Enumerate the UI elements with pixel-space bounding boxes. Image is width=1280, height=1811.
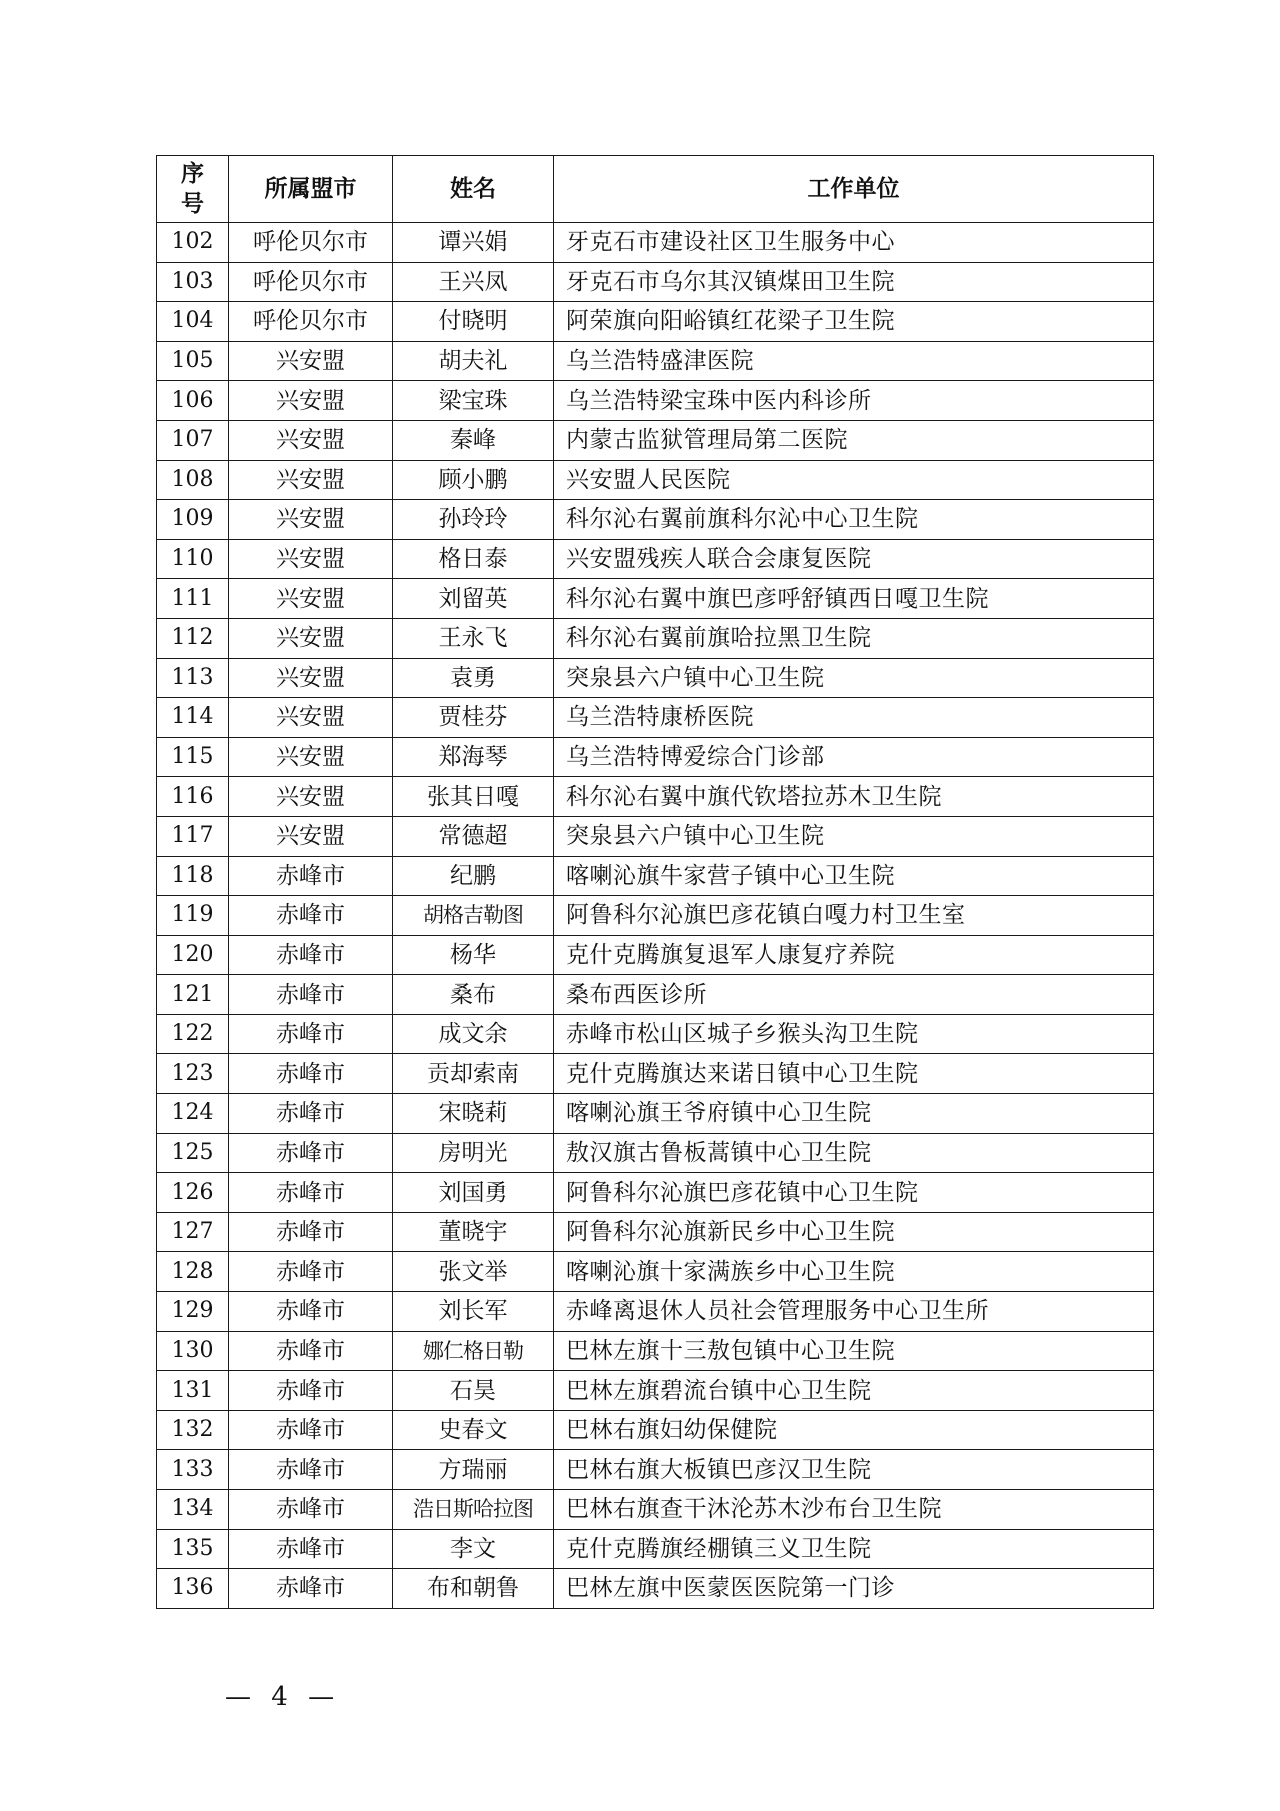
row-unit: 阿鲁科尔沁旗巴彦花镇白嘎力村卫生室 <box>554 896 1154 936</box>
row-name: 张文举 <box>393 1252 554 1292</box>
row-unit: 克什克腾旗达来诺日镇中心卫生院 <box>554 1054 1154 1094</box>
row-seq: 134 <box>157 1490 229 1530</box>
row-seq: 115 <box>157 737 229 777</box>
row-unit: 巴林左旗十三敖包镇中心卫生院 <box>554 1331 1154 1371</box>
row-name: 董晓宇 <box>393 1212 554 1252</box>
row-league: 赤峰市 <box>229 1569 393 1609</box>
table-row <box>157 1054 1154 1094</box>
table-row <box>157 856 1154 896</box>
row-seq: 105 <box>157 341 229 381</box>
row-unit: 巴林左旗碧流台镇中心卫生院 <box>554 1371 1154 1411</box>
row-unit: 巴林左旗中医蒙医医院第一门诊 <box>554 1569 1154 1609</box>
row-unit: 克什克腾旗经棚镇三义卫生院 <box>554 1529 1154 1569</box>
table-row <box>157 618 1154 658</box>
row-name: 布和朝鲁 <box>393 1569 554 1609</box>
row-league: 兴安盟 <box>229 500 393 540</box>
row-unit: 兴安盟残疾人联合会康复医院 <box>554 539 1154 579</box>
row-name: 梁宝珠 <box>393 381 554 421</box>
row-seq: 111 <box>157 579 229 619</box>
row-league: 赤峰市 <box>229 1331 393 1371</box>
row-name: 杨华 <box>393 935 554 975</box>
table-row <box>157 658 1154 698</box>
row-name: 纪鹏 <box>393 856 554 896</box>
row-seq: 123 <box>157 1054 229 1094</box>
row-seq: 125 <box>157 1133 229 1173</box>
table-row <box>157 1292 1154 1332</box>
row-seq: 102 <box>157 223 229 263</box>
table-row <box>157 579 1154 619</box>
row-league: 呼伦贝尔市 <box>229 262 393 302</box>
row-seq: 110 <box>157 539 229 579</box>
row-name: 王兴凤 <box>393 262 554 302</box>
table-row <box>157 1529 1154 1569</box>
row-unit: 兴安盟人民医院 <box>554 460 1154 500</box>
row-name: 常德超 <box>393 816 554 856</box>
row-seq: 132 <box>157 1410 229 1450</box>
row-name: 胡夫礼 <box>393 341 554 381</box>
row-seq: 103 <box>157 262 229 302</box>
table-row <box>157 341 1154 381</box>
row-league: 兴安盟 <box>229 777 393 817</box>
row-league: 赤峰市 <box>229 1529 393 1569</box>
row-name: 方瑞丽 <box>393 1450 554 1490</box>
row-league: 兴安盟 <box>229 460 393 500</box>
row-seq: 114 <box>157 698 229 738</box>
row-name: 格日泰 <box>393 539 554 579</box>
row-name: 胡格吉勒图 <box>393 896 554 936</box>
row-league: 赤峰市 <box>229 1133 393 1173</box>
table-row <box>157 1450 1154 1490</box>
row-league: 赤峰市 <box>229 1252 393 1292</box>
row-unit: 乌兰浩特盛津医院 <box>554 341 1154 381</box>
row-league: 兴安盟 <box>229 698 393 738</box>
row-unit: 巴林右旗妇幼保健院 <box>554 1410 1154 1450</box>
table-row <box>157 1371 1154 1411</box>
row-seq: 122 <box>157 1014 229 1054</box>
row-unit: 赤峰离退休人员社会管理服务中心卫生所 <box>554 1292 1154 1332</box>
row-league: 赤峰市 <box>229 896 393 936</box>
table-row <box>157 777 1154 817</box>
row-seq: 113 <box>157 658 229 698</box>
header-name: 姓名 <box>393 156 554 223</box>
row-seq: 135 <box>157 1529 229 1569</box>
row-name: 谭兴娟 <box>393 223 554 263</box>
row-unit: 敖汉旗古鲁板蒿镇中心卫生院 <box>554 1133 1154 1173</box>
row-name: 刘国勇 <box>393 1173 554 1213</box>
table-row <box>157 1173 1154 1213</box>
row-name: 张其日嘎 <box>393 777 554 817</box>
row-unit: 喀喇沁旗牛家营子镇中心卫生院 <box>554 856 1154 896</box>
table-row <box>157 935 1154 975</box>
page-number: — 4 — <box>225 1682 341 1712</box>
row-name: 成文余 <box>393 1014 554 1054</box>
row-name: 付晓明 <box>393 302 554 342</box>
row-unit: 牙克石市建设社区卫生服务中心 <box>554 223 1154 263</box>
table-row <box>157 500 1154 540</box>
row-league: 赤峰市 <box>229 1173 393 1213</box>
row-unit: 巴林右旗大板镇巴彦汉卫生院 <box>554 1450 1154 1490</box>
row-name: 顾小鹏 <box>393 460 554 500</box>
table-row <box>157 1490 1154 1530</box>
table-row <box>157 1133 1154 1173</box>
row-unit: 科尔沁右翼中旗巴彦呼舒镇西日嘎卫生院 <box>554 579 1154 619</box>
row-unit: 阿鲁科尔沁旗新民乡中心卫生院 <box>554 1212 1154 1252</box>
row-unit: 阿鲁科尔沁旗巴彦花镇中心卫生院 <box>554 1173 1154 1213</box>
row-name: 石昊 <box>393 1371 554 1411</box>
row-league: 赤峰市 <box>229 1014 393 1054</box>
row-name: 贡却索南 <box>393 1054 554 1094</box>
row-league: 呼伦贝尔市 <box>229 223 393 263</box>
row-league: 赤峰市 <box>229 1094 393 1134</box>
row-unit: 突泉县六户镇中心卫生院 <box>554 816 1154 856</box>
row-unit: 喀喇沁旗十家满族乡中心卫生院 <box>554 1252 1154 1292</box>
roster-table <box>156 155 1154 1609</box>
row-seq: 106 <box>157 381 229 421</box>
table-body <box>157 223 1154 1609</box>
row-league: 赤峰市 <box>229 1054 393 1094</box>
row-unit: 科尔沁右翼前旗哈拉黑卫生院 <box>554 618 1154 658</box>
row-seq: 120 <box>157 935 229 975</box>
row-seq: 117 <box>157 816 229 856</box>
row-name: 孙玲玲 <box>393 500 554 540</box>
table-row <box>157 1212 1154 1252</box>
row-seq: 116 <box>157 777 229 817</box>
table-row <box>157 420 1154 460</box>
row-seq: 112 <box>157 618 229 658</box>
row-name: 娜仁格日勒 <box>393 1331 554 1371</box>
table-row <box>157 1569 1154 1609</box>
row-league: 兴安盟 <box>229 381 393 421</box>
table-row <box>157 262 1154 302</box>
row-seq: 128 <box>157 1252 229 1292</box>
row-unit: 巴林右旗查干沐沦苏木沙布台卫生院 <box>554 1490 1154 1530</box>
row-league: 兴安盟 <box>229 579 393 619</box>
table-row <box>157 539 1154 579</box>
row-league: 赤峰市 <box>229 1292 393 1332</box>
row-name: 王永飞 <box>393 618 554 658</box>
row-seq: 119 <box>157 896 229 936</box>
row-unit: 克什克腾旗复退军人康复疗养院 <box>554 935 1154 975</box>
row-league: 赤峰市 <box>229 856 393 896</box>
row-name: 刘留英 <box>393 579 554 619</box>
row-name: 史春文 <box>393 1410 554 1450</box>
table-row <box>157 1410 1154 1450</box>
row-unit: 乌兰浩特康桥医院 <box>554 698 1154 738</box>
row-league: 赤峰市 <box>229 1410 393 1450</box>
table-row <box>157 896 1154 936</box>
row-unit: 牙克石市乌尔其汉镇煤田卫生院 <box>554 262 1154 302</box>
row-name: 宋晓莉 <box>393 1094 554 1134</box>
row-seq: 133 <box>157 1450 229 1490</box>
row-unit: 科尔沁右翼前旗科尔沁中心卫生院 <box>554 500 1154 540</box>
row-name: 房明光 <box>393 1133 554 1173</box>
row-league: 赤峰市 <box>229 1450 393 1490</box>
row-seq: 129 <box>157 1292 229 1332</box>
row-name: 袁勇 <box>393 658 554 698</box>
row-seq: 136 <box>157 1569 229 1609</box>
row-unit: 赤峰市松山区城子乡猴头沟卫生院 <box>554 1014 1154 1054</box>
row-unit: 乌兰浩特梁宝珠中医内科诊所 <box>554 381 1154 421</box>
row-seq: 126 <box>157 1173 229 1213</box>
row-unit: 喀喇沁旗王爷府镇中心卫生院 <box>554 1094 1154 1134</box>
header-league: 所属盟市 <box>229 156 393 223</box>
row-seq: 124 <box>157 1094 229 1134</box>
row-seq: 118 <box>157 856 229 896</box>
row-unit: 内蒙古监狱管理局第二医院 <box>554 420 1154 460</box>
header-unit: 工作单位 <box>554 156 1154 223</box>
row-league: 兴安盟 <box>229 539 393 579</box>
table-row <box>157 1331 1154 1371</box>
row-league: 赤峰市 <box>229 935 393 975</box>
row-league: 兴安盟 <box>229 420 393 460</box>
row-league: 兴安盟 <box>229 341 393 381</box>
table-row <box>157 223 1154 263</box>
table-row <box>157 816 1154 856</box>
row-name: 贾桂芬 <box>393 698 554 738</box>
row-league: 赤峰市 <box>229 1490 393 1530</box>
table-row <box>157 302 1154 342</box>
row-name: 桑布 <box>393 975 554 1015</box>
row-name: 李文 <box>393 1529 554 1569</box>
row-league: 兴安盟 <box>229 658 393 698</box>
row-league: 赤峰市 <box>229 1371 393 1411</box>
row-unit: 乌兰浩特博爱综合门诊部 <box>554 737 1154 777</box>
row-league: 兴安盟 <box>229 816 393 856</box>
row-seq: 127 <box>157 1212 229 1252</box>
header-seq <box>157 156 229 223</box>
row-seq: 130 <box>157 1331 229 1371</box>
table-header-row <box>157 156 1154 223</box>
row-seq: 107 <box>157 420 229 460</box>
row-unit: 桑布西医诊所 <box>554 975 1154 1015</box>
row-name: 郑海琴 <box>393 737 554 777</box>
row-name: 浩日斯哈拉图 <box>393 1490 554 1530</box>
row-seq: 108 <box>157 460 229 500</box>
table-row <box>157 1014 1154 1054</box>
row-seq: 104 <box>157 302 229 342</box>
row-unit: 突泉县六户镇中心卫生院 <box>554 658 1154 698</box>
table-row <box>157 975 1154 1015</box>
header-seq-line2: 号 <box>181 191 204 217</box>
row-league: 兴安盟 <box>229 737 393 777</box>
row-name: 刘长军 <box>393 1292 554 1332</box>
row-unit: 科尔沁右翼中旗代钦塔拉苏木卫生院 <box>554 777 1154 817</box>
table-row <box>157 1252 1154 1292</box>
row-league: 呼伦贝尔市 <box>229 302 393 342</box>
table-row <box>157 381 1154 421</box>
table-row <box>157 460 1154 500</box>
table-row <box>157 1094 1154 1134</box>
row-seq: 109 <box>157 500 229 540</box>
row-name: 秦峰 <box>393 420 554 460</box>
header-seq-line1: 序 <box>181 161 204 187</box>
row-unit: 阿荣旗向阳峪镇红花梁子卫生院 <box>554 302 1154 342</box>
table-row <box>157 737 1154 777</box>
row-league: 赤峰市 <box>229 1212 393 1252</box>
row-seq: 131 <box>157 1371 229 1411</box>
row-seq: 121 <box>157 975 229 1015</box>
row-league: 兴安盟 <box>229 618 393 658</box>
row-league: 赤峰市 <box>229 975 393 1015</box>
table-row <box>157 698 1154 738</box>
